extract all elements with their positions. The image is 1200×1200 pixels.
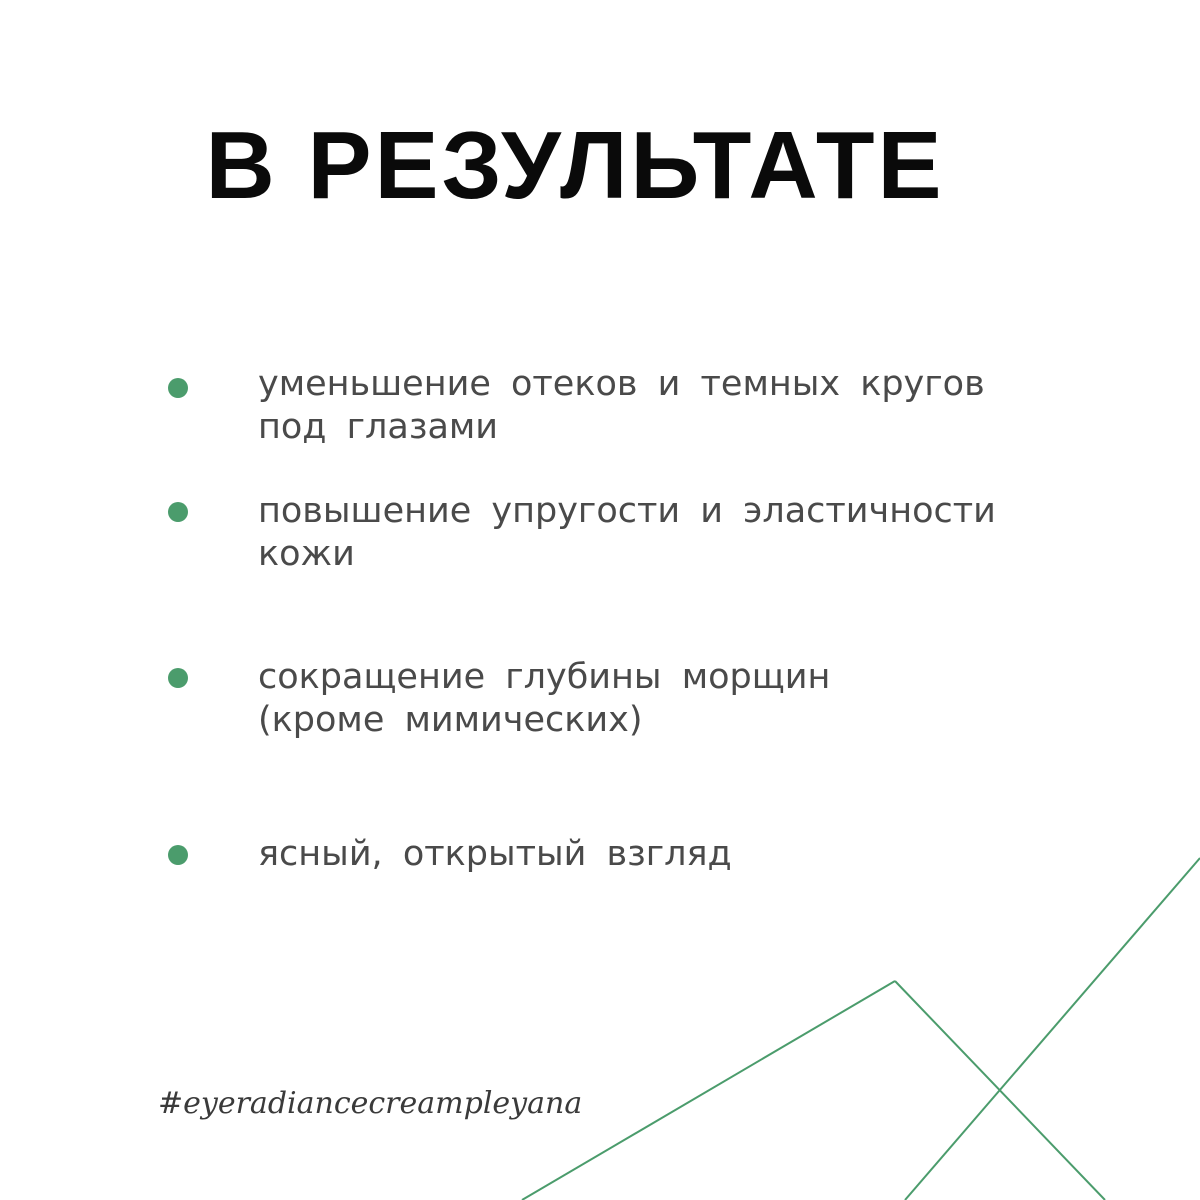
- page-title: В РЕЗУЛЬТАТЕ: [205, 112, 945, 219]
- list-item-line: уменьшение отеков и темных кругов: [258, 364, 985, 404]
- decorative-line: [522, 981, 895, 1200]
- list-item-line: (кроме мимических): [258, 700, 643, 740]
- list-item-line: кожи: [258, 534, 355, 574]
- hashtag-caption: #eyeradiancecreampleyana: [158, 1086, 583, 1121]
- list-item-line: ясный, открытый взгляд: [258, 834, 732, 874]
- list-item-line: сокращение глубины морщин: [258, 657, 831, 697]
- decorative-line: [905, 858, 1200, 1200]
- list-item-line: повышение упругости и эластичности: [258, 491, 996, 531]
- list-item-line: под глазами: [258, 407, 499, 447]
